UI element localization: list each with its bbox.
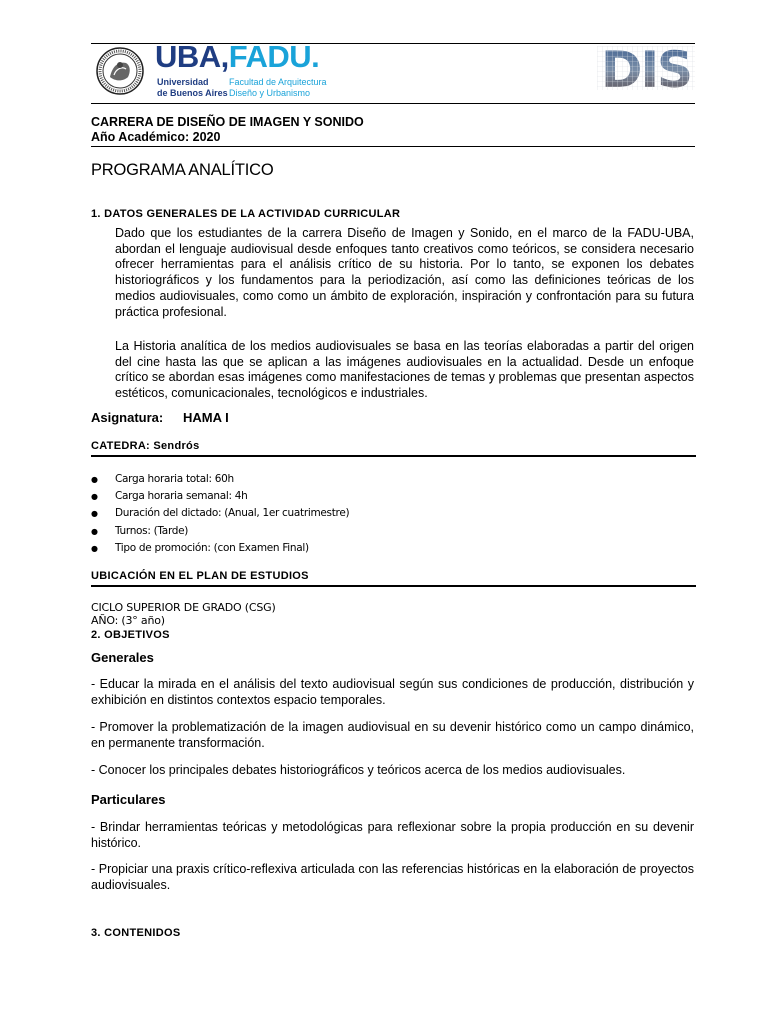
objetivo-particular-2: - Propiciar una praxis crítico-reflexiva articulada con las referencias históricas en la elaboración de proyectos audiovisuales. (91, 862, 694, 892)
programa-title: PROGRAMA ANALÍTICO (91, 161, 274, 179)
list-item: ● Carga horaria total: 60h (91, 471, 349, 488)
dis-logo (597, 46, 695, 90)
header-rule (91, 103, 695, 104)
list-item: ● Turnos: (Tarde) (91, 523, 349, 540)
section-3-title: 3. CONTENIDOS (91, 927, 181, 939)
fadu-wordmark: FADU. (228, 39, 320, 74)
ubicacion-title: UBICACIÓN EN EL PLAN DE ESTUDIOS (91, 570, 309, 582)
fadu-subtitle: Facultad de Arquitectura Diseño y Urbanismo (229, 77, 327, 98)
objetivo-general-1: - Educar la mirada en el análisis del texto audiovisual según sus condiciones de producción, distribución y exhibición en distintos contextos espacio temporales. (91, 677, 694, 707)
ubicacion-rule (91, 585, 696, 587)
section-1-paragraph-2: La Historia analítica de los medios audiovisuales se basa en las teorías elaboradas a partir del origen del cine hasta las que se aplican a las imágenes audiovisuales en la actualidad. Desde un enfoque crítico se abordan esas imágenes como manifestaciones de temas y problemas que presentan aspectos estéticos, comunicacionales, tecnológicos e industriales. (115, 339, 694, 401)
uba-subtitle: Universidad de Buenos Aires (157, 77, 228, 98)
anio-plan: AÑO: (3° año) (91, 614, 165, 627)
section-1-title: 1. DATOS GENERALES DE LA ACTIVIDAD CURRICULAR (91, 208, 401, 220)
section-2-title: 2. OBJETIVOS (91, 629, 170, 641)
generales-title: Generales (91, 650, 154, 665)
list-item: ● Tipo de promoción: (con Examen Final) (91, 540, 349, 557)
particulares-title: Particulares (91, 792, 166, 807)
uba-wordmark: UBA, (155, 39, 229, 74)
asignatura-label: Asignatura: (91, 410, 164, 425)
objetivo-particular-1: - Brindar herramientas teóricas y metodológicas para reflexionar sobre la propia producción en su devenir histórico. (91, 820, 694, 850)
catedra: CATEDRA: Sendrós (91, 440, 200, 452)
uba-fadu-wordmark (155, 41, 319, 72)
list-item: ● Carga horaria semanal: 4h (91, 488, 349, 505)
carrera-title: CARRERA DE DISEÑO DE IMAGEN Y SONIDO (91, 115, 364, 129)
carrera-rule (91, 146, 695, 147)
academic-year: Año Académico: 2020 (91, 130, 221, 144)
section-1-paragraph-1: Dado que los estudiantes de la carrera Diseño de Imagen y Sonido, en el marco de la FADU-UBA, abordan el lenguaje audiovisual desde enfoques tanto creativos como teóricos, se considera necesario ofrecer herramientas para el análisis crítico de su historia. Por lo tanto, se exponen los debates historiográficos y los fundamentos para la periodización, así como las definiciones teóricas de los medios audiovisuales, como como un ámbito de exploración, inspiración y confrontación para su futura práctica profesional. (115, 226, 694, 319)
asignatura-value: HAMA I (183, 410, 229, 425)
catedra-rule (91, 455, 696, 457)
objetivo-general-2: - Promover la problematización de la imagen audiovisual en su devenir histórico como un campo dinámico, en permanente transformación. (91, 720, 694, 750)
ciclo: CICLO SUPERIOR DE GRADO (CSG) (91, 601, 276, 614)
course-details-list (91, 471, 349, 557)
objetivo-general-3: - Conocer los principales debates historiográficos y teóricos acerca de los medios audiovisuales. (91, 763, 626, 777)
list-item: ● Duración del dictado: (Anual, 1er cuatrimestre) (91, 505, 349, 522)
uba-seal-logo (96, 47, 144, 95)
